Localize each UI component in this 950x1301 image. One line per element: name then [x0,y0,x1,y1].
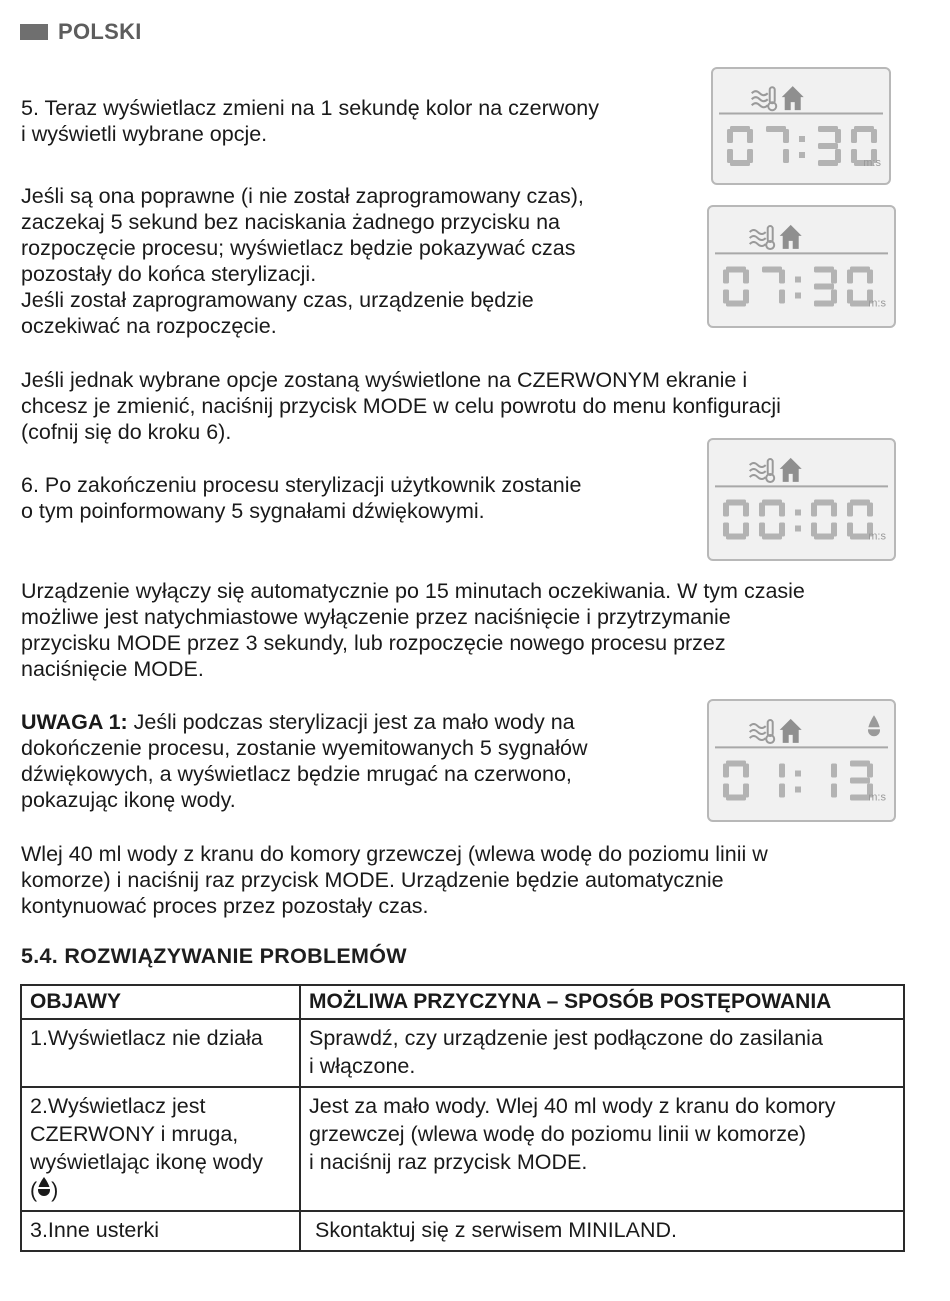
lcd-colon [795,771,801,793]
table-row [21,1211,904,1251]
symptom-cell: 3.Inne usterki [21,1211,300,1251]
header-marker [20,24,48,40]
lcd-display-4 [707,699,896,822]
paragraph-refill: Wlej 40 ml wody z kranu do komory grzewczej (wlewa wodę do poziomu linii w komorze) i naciśnij raz przycisk MODE. Urządzenie będzie automatycznie kontynuować proces przez pozostały czas. [21,842,768,918]
lcd-digit [814,267,837,307]
paragraph-note1: UWAGA 1: Jeśli podczas sterylizacji jest za mało wody na dokończenie procesu, zostanie wyemitowanych 5 sygnałów dźwiękowych, a wyświetlacz będzie mrugać na czerwono, pokazując ikonę wody. [21,710,588,812]
solution-cell: Skontaktuj się z serwisem MINILAND. [300,1211,904,1251]
lcd-digit [811,500,837,540]
lcd-digit [779,764,785,798]
column-header-solution: MOŻLIWA PRZYCZYNA – SPOSÓB POSTĘPOWANIA [300,985,904,1019]
solution-cell: Sprawdź, czy urządzenie jest podłączone do zasilania i włączone. [300,1019,904,1087]
water-drop-icon [868,715,880,736]
lcd-colon [795,277,801,299]
steam-temp-icon [752,87,777,110]
lcd-digit [766,126,789,163]
home-icon [780,719,802,743]
lcd-digit [723,500,749,540]
language-header [20,18,142,46]
lcd-digit [727,126,753,166]
paragraph-auto-off: Urządzenie wyłączy się automatycznie po 15 minutach oczekiwania. W tym czasie możliwe jest natychmiastowe wyłączenie przez naciśnięcie i przytrzymanie przycisku MODE przez 3 sekundy, lub rozpoczęcie nowego procesu przez naciśnięcie MODE. [21,579,805,681]
lcd-digit [723,761,749,801]
steam-temp-icon [750,720,775,743]
paragraph-confirm: Jeśli są ona poprawne (i nie został zaprogramowany czas), zaczekaj 5 sekund bez naciskania żadnego przycisku na rozpoczęcie procesu; wyświetlacz będzie pokazywać czas pozostały do końca sterylizacji. Jeśli został zaprogramowany czas, urządzenie będzie oczekiwać na rozpoczęcie. [21,184,584,338]
note-label: UWAGA 1: [21,710,128,734]
table-row [21,1087,904,1211]
solution-cell: Jest za mało wody. Wlej 40 ml wody z kranu do komory grzewczej (wlewa wodę do poziomu linii w komorze) i naciśnij raz przycisk MODE. [300,1087,904,1211]
lcd-unit: m:s [868,791,886,804]
lcd-digit [762,267,785,304]
water-drop-icon [37,1176,51,1200]
lcd-digit [759,500,785,540]
home-icon [780,458,802,482]
lcd-unit: m:s [868,530,886,543]
table-header-row [21,985,904,1019]
steam-temp-icon [750,226,775,249]
section-title: 5.4. ROZWIĄZYWANIE PROBLEMÓW [21,944,407,968]
lcd-display-1 [711,67,891,185]
lcd-colon [795,510,801,532]
steam-temp-icon [750,459,775,482]
lcd-display-3 [707,438,896,561]
paragraph-step5: 5. Teraz wyświetlacz zmieni na 1 sekundę kolor na czerwony i wyświetli wybrane opcje. [21,96,599,146]
home-icon [782,86,804,110]
symptom-cell: 1.Wyświetlacz nie działa [21,1019,300,1087]
troubleshooting-table [20,984,905,1252]
lcd-unit: m:s [863,157,881,169]
lcd-digit [818,126,841,166]
lcd-display-2 [707,205,896,328]
paragraph-step6: 6. Po zakończeniu procesu sterylizacji użytkownik zostanie o tym poinformowany 5 sygnałami dźwiękowymi. [21,473,582,523]
table-row [21,1019,904,1087]
home-icon [780,225,802,249]
symptom-cell: 2.Wyświetlacz jest CZERWONY i mruga, wyświetlając ikonę wody ( ) [21,1087,300,1211]
column-header-symptoms: OBJAWY [21,985,300,1019]
paragraph-change-options: Jeśli jednak wybrane opcje zostaną wyświetlone na CZERWONYM ekranie i chcesz je zmienić, naciśnij przycisk MODE w celu powrotu do menu konfiguracji (cofnij się do kroku 6). [21,368,781,444]
lcd-digit [831,764,837,798]
lcd-colon [799,136,805,158]
lcd-unit: m:s [868,297,886,310]
language-label: POLSKI [58,19,142,44]
lcd-digit [723,267,749,307]
